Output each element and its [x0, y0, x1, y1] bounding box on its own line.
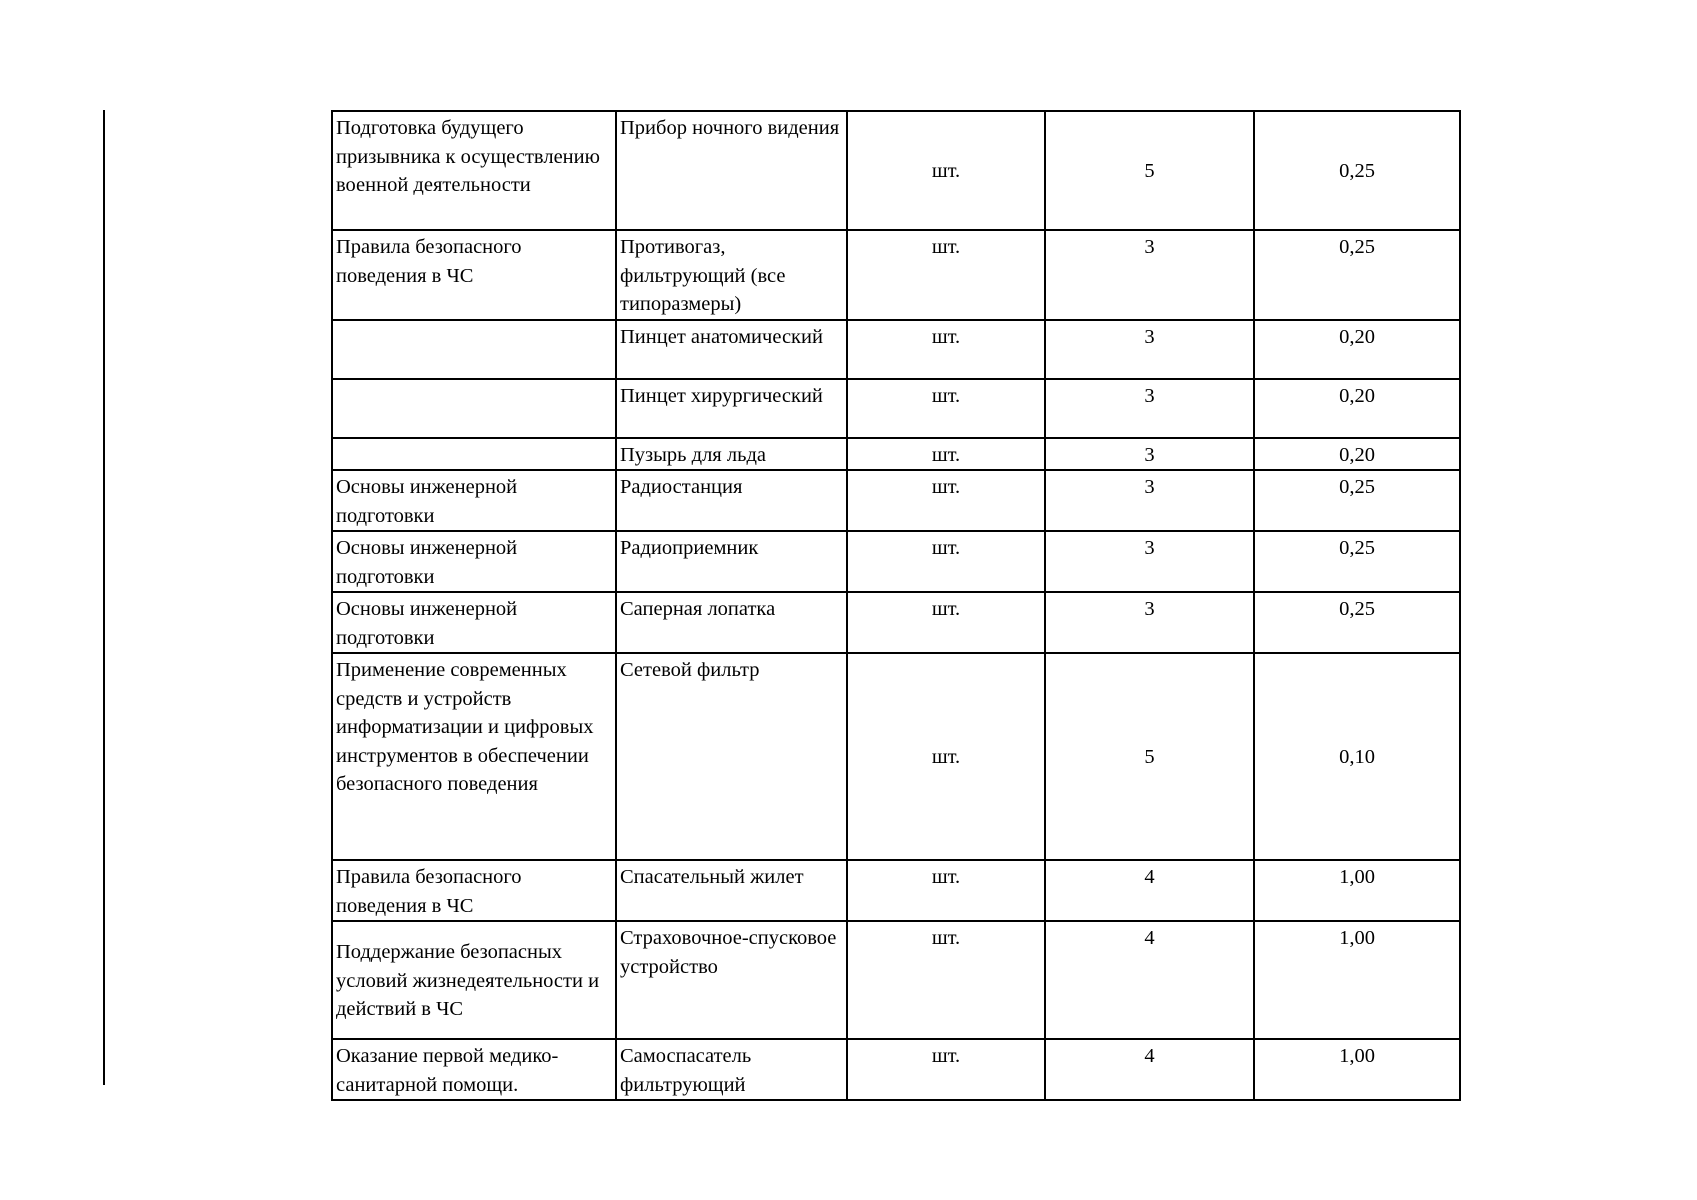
table-row: [332, 860, 1460, 921]
coefficient-cell: 0,10: [1254, 653, 1460, 860]
equipment-table: [331, 110, 1461, 1101]
item-cell: Спасательный жилет: [616, 860, 847, 921]
unit-cell: шт.: [847, 860, 1045, 921]
table-row: [332, 438, 1460, 471]
topic-cell: Подготовка будущего призывника к осуществлению военной деятельности: [332, 111, 616, 230]
topic-cell: [332, 320, 616, 379]
topic-cell: Основы инженерной подготовки: [332, 531, 616, 592]
item-cell: Прибор ночного видения: [616, 111, 847, 230]
table-row: [332, 1039, 1460, 1100]
table-row: [332, 592, 1460, 653]
unit-cell: шт.: [847, 111, 1045, 230]
topic-cell: Правила безопасного поведения в ЧС: [332, 230, 616, 320]
topic-cell: Применение современных средств и устройств информатизации и цифровых инструментов в обеспечении безопасного поведения: [332, 653, 616, 860]
table-row: [332, 111, 1460, 230]
table-row: [332, 230, 1460, 320]
unit-cell: шт.: [847, 592, 1045, 653]
quantity-cell: 3: [1045, 531, 1254, 592]
topic-cell: Основы инженерной подготовки: [332, 470, 616, 531]
coefficient-cell: 1,00: [1254, 921, 1460, 1039]
coefficient-cell: 1,00: [1254, 1039, 1460, 1100]
item-cell: Страховочное-спусковое устройство: [616, 921, 847, 1039]
coefficient-cell: 0,25: [1254, 111, 1460, 230]
table-row: [332, 653, 1460, 860]
topic-cell: [332, 379, 616, 438]
coefficient-cell: 0,25: [1254, 470, 1460, 531]
topic-cell: Правила безопасного поведения в ЧС: [332, 860, 616, 921]
quantity-cell: 5: [1045, 653, 1254, 860]
unit-cell: шт.: [847, 531, 1045, 592]
coefficient-cell: 1,00: [1254, 860, 1460, 921]
coefficient-cell: 0,25: [1254, 592, 1460, 653]
item-cell: Саперная лопатка: [616, 592, 847, 653]
unit-cell: шт.: [847, 1039, 1045, 1100]
quantity-cell: 5: [1045, 111, 1254, 230]
quantity-cell: 3: [1045, 438, 1254, 471]
quantity-cell: 3: [1045, 230, 1254, 320]
topic-cell: Поддержание безопасных условий жизнедеятельности и действий в ЧС: [332, 921, 616, 1039]
quantity-cell: 3: [1045, 379, 1254, 438]
item-cell: Самоспасатель фильтрующий: [616, 1039, 847, 1100]
quantity-cell: 3: [1045, 320, 1254, 379]
item-cell: Пинцет анатомический: [616, 320, 847, 379]
unit-cell: шт.: [847, 470, 1045, 531]
coefficient-cell: 0,25: [1254, 531, 1460, 592]
coefficient-cell: 0,20: [1254, 379, 1460, 438]
table-row: [332, 921, 1460, 1039]
quantity-cell: 4: [1045, 921, 1254, 1039]
item-cell: Радиостанция: [616, 470, 847, 531]
quantity-cell: 4: [1045, 1039, 1254, 1100]
coefficient-cell: 0,20: [1254, 320, 1460, 379]
quantity-cell: 3: [1045, 592, 1254, 653]
item-cell: Пузырь для льда: [616, 438, 847, 471]
quantity-cell: 4: [1045, 860, 1254, 921]
item-cell: Радиоприемник: [616, 531, 847, 592]
unit-cell: шт.: [847, 921, 1045, 1039]
topic-cell: [332, 438, 616, 471]
table-row: [332, 470, 1460, 531]
quantity-cell: 3: [1045, 470, 1254, 531]
coefficient-cell: 0,20: [1254, 438, 1460, 471]
coefficient-cell: 0,25: [1254, 230, 1460, 320]
unit-cell: шт.: [847, 438, 1045, 471]
unit-cell: шт.: [847, 320, 1045, 379]
topic-cell: Основы инженерной подготовки: [332, 592, 616, 653]
item-cell: Противогаз, фильтрующий (все типоразмеры): [616, 230, 847, 320]
unit-cell: шт.: [847, 230, 1045, 320]
topic-cell: Оказание первой медико-санитарной помощи.: [332, 1039, 616, 1100]
item-cell: Сетевой фильтр: [616, 653, 847, 860]
page-margin-line: [103, 110, 105, 1085]
table-row: [332, 531, 1460, 592]
item-cell: Пинцет хирургический: [616, 379, 847, 438]
table-row: [332, 379, 1460, 438]
table-row: [332, 320, 1460, 379]
unit-cell: шт.: [847, 653, 1045, 860]
unit-cell: шт.: [847, 379, 1045, 438]
